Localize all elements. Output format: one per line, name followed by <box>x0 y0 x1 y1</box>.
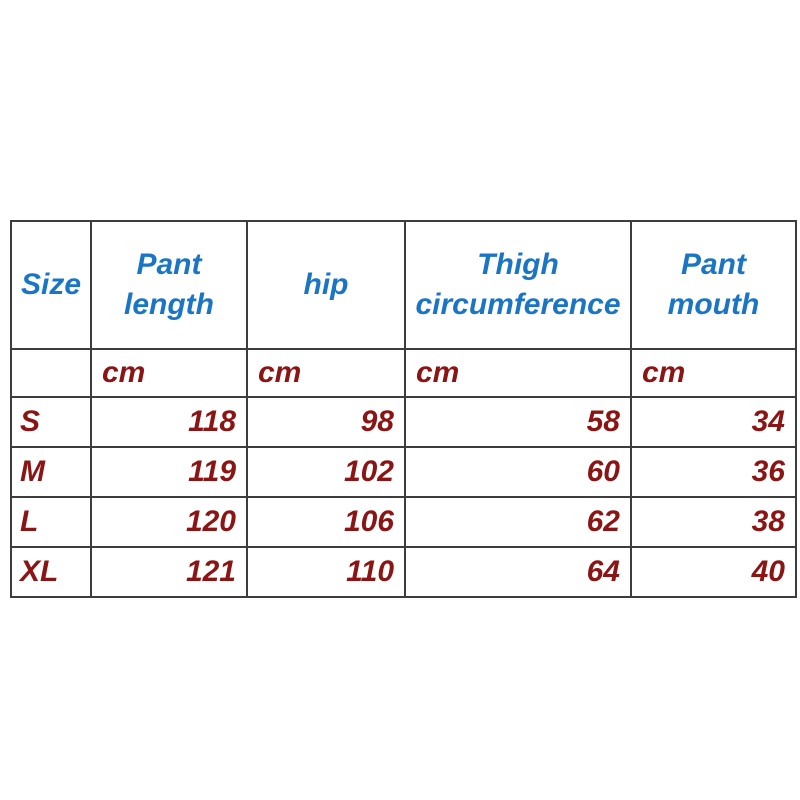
unit-cell-pant-mouth: cm <box>631 349 796 397</box>
size-label: XL <box>11 547 91 597</box>
unit-cell-hip: cm <box>247 349 405 397</box>
column-header-size: Size <box>11 221 91 349</box>
unit-cell-size <box>11 349 91 397</box>
table-row-l <box>11 497 796 547</box>
unit-cell-pant-length: cm <box>91 349 247 397</box>
pant-mouth-value: 40 <box>631 547 796 597</box>
table-row-xl <box>11 547 796 597</box>
hip-value: 106 <box>247 497 405 547</box>
pant-mouth-value: 38 <box>631 497 796 547</box>
column-header-pant-mouth: Pant mouth <box>631 221 796 349</box>
size-label: L <box>11 497 91 547</box>
table-row-s <box>11 397 796 447</box>
column-header-hip: hip <box>247 221 405 349</box>
hip-value: 110 <box>247 547 405 597</box>
pant-mouth-value: 36 <box>631 447 796 497</box>
pant-length-value: 120 <box>91 497 247 547</box>
pant-mouth-value: 34 <box>631 397 796 447</box>
unit-cell-thigh-circumference: cm <box>405 349 631 397</box>
size-label: S <box>11 397 91 447</box>
column-header-pant-length: Pant length <box>91 221 247 349</box>
pant-length-value: 121 <box>91 547 247 597</box>
pant-length-value: 119 <box>91 447 247 497</box>
size-chart-table <box>10 220 797 598</box>
table-row-m <box>11 447 796 497</box>
thigh-circumference-value: 58 <box>405 397 631 447</box>
pant-length-value: 118 <box>91 397 247 447</box>
header-row <box>11 221 796 349</box>
hip-value: 102 <box>247 447 405 497</box>
column-header-thigh-circumference: Thigh circumference <box>405 221 631 349</box>
thigh-circumference-value: 60 <box>405 447 631 497</box>
thigh-circumference-value: 64 <box>405 547 631 597</box>
size-label: M <box>11 447 91 497</box>
unit-row <box>11 349 796 397</box>
thigh-circumference-value: 62 <box>405 497 631 547</box>
hip-value: 98 <box>247 397 405 447</box>
